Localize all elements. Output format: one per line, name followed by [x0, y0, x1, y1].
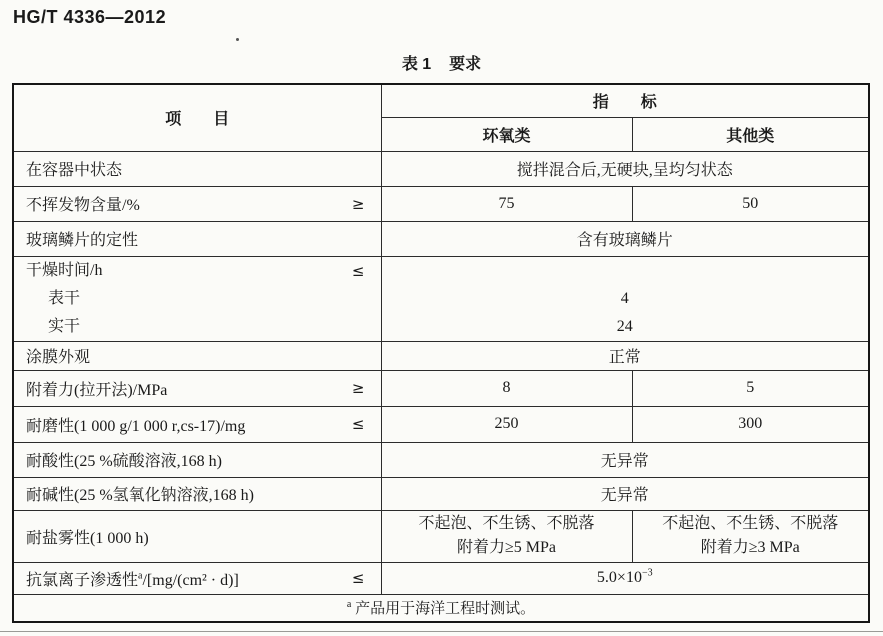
- table-row: [13, 562, 869, 594]
- value-line-spacer: [382, 257, 869, 285]
- item-label: 不挥发物含量/%: [26, 197, 140, 214]
- value-cell-epoxy: 75: [381, 186, 632, 221]
- table-caption-number: 表 1: [401, 56, 432, 73]
- table-row: [13, 477, 869, 510]
- item-label: 耐酸性(25 %硫酸溶液,168 h): [26, 453, 222, 470]
- table-caption: [0, 51, 883, 74]
- item-label: 涂膜外观: [26, 349, 91, 366]
- item-cell: [13, 186, 381, 221]
- value-cell-epoxy: [381, 510, 632, 562]
- value-cell: [381, 256, 869, 341]
- table-row: [13, 406, 869, 442]
- item-label: 耐盐雾性(1 000 h): [26, 529, 149, 547]
- value-line: 24: [616, 317, 633, 335]
- header-col-other: 其他类: [632, 117, 869, 151]
- item-cell: [13, 221, 381, 256]
- value-cell-other: 50: [632, 186, 869, 221]
- value-cell: 搅拌混合后,无硬块,呈均匀状态: [381, 151, 869, 186]
- table-row: [13, 186, 869, 221]
- requirements-table: [12, 83, 870, 623]
- item-subline: 实干: [48, 317, 81, 335]
- item-unit-text: /[mg/(cm² · d)]: [142, 571, 239, 589]
- table-caption-title: 要求: [449, 56, 482, 73]
- lte-symbol: ≤: [351, 261, 365, 280]
- footnote-row: [13, 594, 869, 622]
- item-cell: [13, 341, 381, 370]
- table-row: [13, 256, 869, 341]
- value-cell-epoxy: 8: [381, 370, 632, 406]
- footnote-marker-sup: a: [138, 570, 143, 582]
- value-cell-other: [632, 510, 869, 562]
- header-index: 指 标: [381, 84, 869, 117]
- lte-symbol: ≤: [351, 415, 365, 433]
- page-bottom-rule: [0, 631, 883, 632]
- item-cell: [13, 406, 381, 442]
- item-cell: [13, 256, 381, 341]
- table-row: [13, 341, 869, 370]
- value-cell: 无异常: [381, 477, 869, 510]
- item-cell: [13, 510, 381, 562]
- item-cell: [13, 562, 381, 594]
- value-cell: 含有玻璃鳞片: [381, 221, 869, 256]
- lte-symbol: ≤: [351, 569, 365, 587]
- table-row: [13, 151, 869, 186]
- gte-symbol: ≥: [351, 379, 365, 397]
- header-col-epoxy: 环氧类: [381, 117, 632, 151]
- header-item: 项 目: [13, 84, 381, 151]
- footnote-cell: [13, 594, 869, 622]
- value-line: 不起泡、不生锈、不脱落: [418, 515, 595, 532]
- value-exponent: −3: [641, 567, 653, 579]
- item-label: 附着力(拉开法)/MPa: [26, 381, 168, 399]
- table-row: [13, 370, 869, 406]
- value-line: 附着力≥3 MPa: [700, 539, 800, 556]
- item-label: 干燥时间/h: [26, 261, 103, 279]
- footnote-text: 产品用于海洋工程时测试。: [355, 601, 536, 618]
- item-label: 耐磨性(1 000 g/1 000 r,cs-17)/mg: [26, 417, 246, 435]
- value-cell-other: 5: [632, 370, 869, 406]
- footnote-marker: a: [346, 599, 352, 611]
- item-cell: [13, 477, 381, 510]
- value-line: 4: [620, 289, 629, 307]
- value-cell: [381, 562, 869, 594]
- value-cell: 正常: [381, 341, 869, 370]
- table-row: [13, 510, 869, 562]
- item-label-text: 抗氯离子渗透性: [26, 571, 139, 589]
- scan-artifact-dot: [236, 38, 239, 41]
- value-cell-epoxy: 250: [381, 406, 632, 442]
- value-line: 不起泡、不生锈、不脱落: [662, 515, 839, 532]
- item-label: 玻璃鳞片的定性: [26, 232, 139, 249]
- gte-symbol: ≥: [351, 194, 365, 213]
- item-cell: [13, 442, 381, 477]
- item-label: 耐碱性(25 %氢氧化钠溶液,168 h): [26, 487, 254, 504]
- item-cell: [13, 151, 381, 186]
- value-base: 5.0×10: [596, 569, 642, 586]
- item-subline: 表干: [48, 289, 81, 307]
- header-row-1: [13, 84, 869, 117]
- item-cell: [13, 370, 381, 406]
- item-label: 在容器中状态: [26, 162, 123, 179]
- doc-number: HG/T 4336—2012: [13, 7, 167, 27]
- value-cell-other: 300: [632, 406, 869, 442]
- value-cell: 无异常: [381, 442, 869, 477]
- item-label: [26, 567, 239, 590]
- table-row: [13, 442, 869, 477]
- table-row: [13, 221, 869, 256]
- value-line: 附着力≥5 MPa: [456, 539, 556, 556]
